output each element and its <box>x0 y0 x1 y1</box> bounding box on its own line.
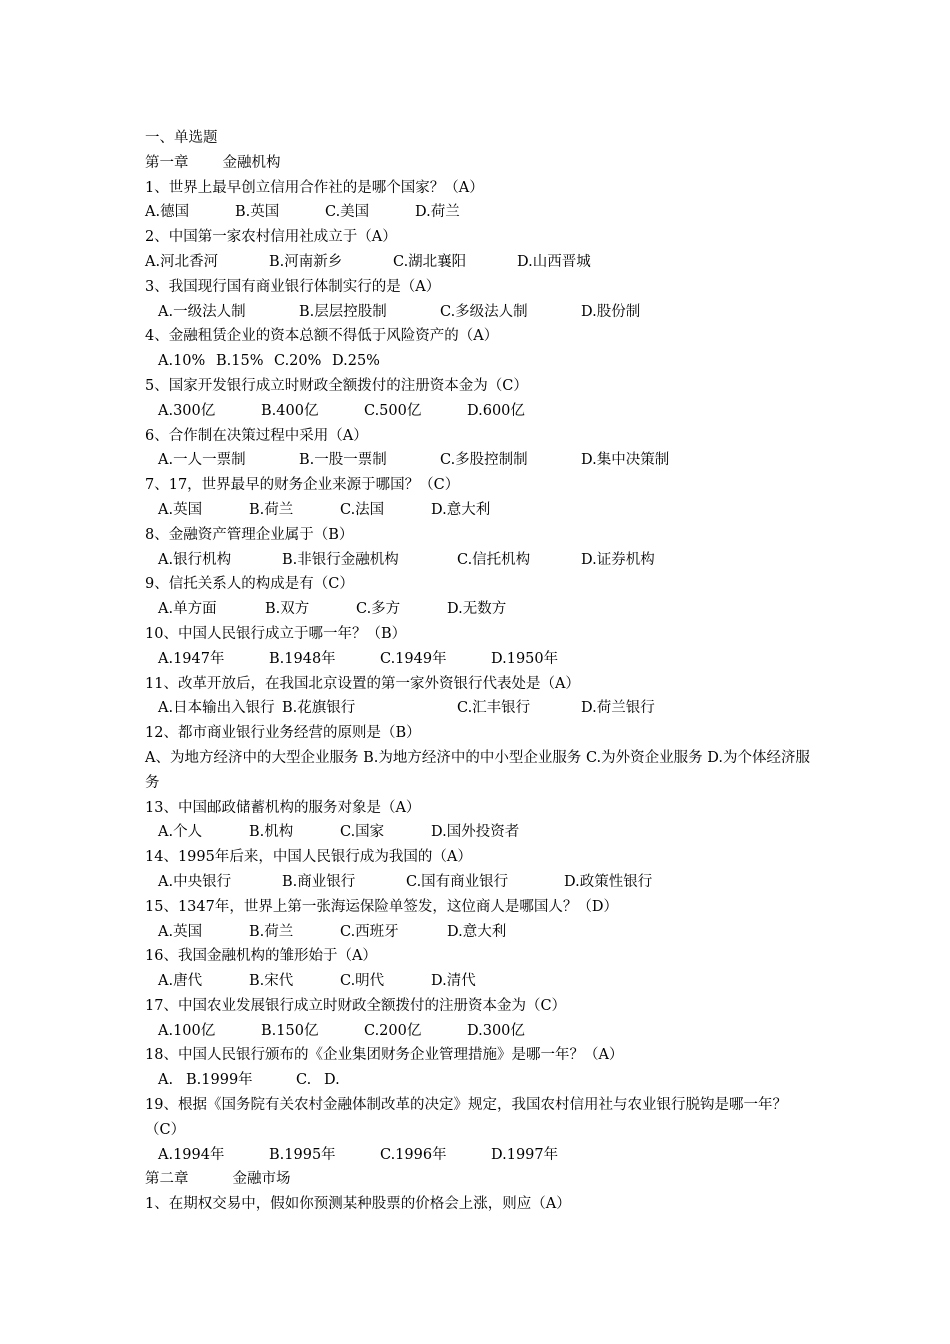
chapter-heading <box>145 151 810 176</box>
option: A.单方面 <box>158 601 217 618</box>
option: B.河南新乡 <box>269 253 343 270</box>
option: C.湖北襄阳 <box>393 253 467 270</box>
question-text: 1、在期权交易中，假如你预测某种股票的价格会上涨，则应（A） <box>145 1196 571 1213</box>
option: B.花旗银行 <box>282 700 356 717</box>
question-text: 16、我国金融机构的雏形始于（A） <box>145 948 377 965</box>
option: D.无数方 <box>447 601 507 618</box>
option: B.英国 <box>235 204 280 221</box>
option: B.400亿 <box>261 402 319 419</box>
question-options <box>145 647 810 672</box>
option: D.荷兰银行 <box>581 700 655 717</box>
question-text: 7、17，世界最早的财务企业来源于哪国？（C） <box>145 477 460 494</box>
question-text: 5、国家开发银行成立时财政全额拨付的注册资本金为（C） <box>145 377 528 394</box>
option: A.德国 <box>145 204 190 221</box>
option: C.国有商业银行 <box>406 873 509 890</box>
option: B.双方 <box>265 601 310 618</box>
option: D.600亿 <box>467 402 525 419</box>
option: B.一股一票制 <box>299 452 387 469</box>
option: B.1999年 <box>186 1072 253 1089</box>
option: C.多方 <box>356 601 401 618</box>
question-text: 18、中国人民银行颁布的《企业集团财务企业管理措施》是哪一年？（A） <box>145 1047 624 1064</box>
question-text: 9、信托关系人的构成是有（C） <box>145 576 354 593</box>
question-list <box>145 176 810 722</box>
option: A.一级法人制 <box>158 303 246 320</box>
option: D.荷兰 <box>415 204 460 221</box>
option: A.中央银行 <box>158 873 232 890</box>
option: B.宋代 <box>249 973 294 990</box>
section-title: 一、单选题 <box>145 130 218 146</box>
option: A.1994年 <box>158 1146 225 1163</box>
question-text: 6、合作制在决策过程中采用（A） <box>145 427 368 444</box>
question-options <box>145 820 810 845</box>
chapter-number: 第二章 <box>145 1171 189 1188</box>
option: D.1997年 <box>491 1146 559 1163</box>
question-text: 10、中国人民银行成立于哪一年？（B） <box>145 625 407 642</box>
option: C.200亿 <box>364 1022 422 1039</box>
question-text: 8、金融资产管理企业属于（B） <box>145 526 354 543</box>
question-options <box>145 300 810 325</box>
chapter-title: 金融机构 <box>222 154 281 171</box>
question-options <box>145 870 810 895</box>
document-body <box>145 126 810 1217</box>
option: D.25% <box>332 353 380 370</box>
option: A.一人一票制 <box>158 452 246 469</box>
question-text: 12、都市商业银行业务经营的原则是（B） <box>145 725 421 742</box>
question-options <box>145 597 810 622</box>
option: B.非银行金融机构 <box>282 551 399 568</box>
chapter-heading <box>145 1167 810 1192</box>
option: A.300亿 <box>158 402 216 419</box>
option: D.清代 <box>431 973 476 990</box>
option: B.150亿 <box>261 1022 319 1039</box>
option: C.1996年 <box>380 1146 447 1163</box>
option: B.15% <box>216 353 264 370</box>
question-options <box>145 399 810 424</box>
option: C.信托机构 <box>457 551 531 568</box>
option: A.日本输出入银行 <box>158 700 275 717</box>
option: D.证券机构 <box>581 551 655 568</box>
option: C.1949年 <box>380 650 447 667</box>
question-options <box>145 548 810 573</box>
question-text: 19、根据《国务院有关农村金融体制改革的决定》规定，我国农村信用社与农业银行脱钩是哪一年？（C） <box>145 1097 787 1138</box>
question-options <box>145 969 810 994</box>
option: C.国家 <box>340 824 385 841</box>
option: D.集中决策制 <box>581 452 670 469</box>
option: A.10% <box>158 353 206 370</box>
question-text: 17、中国农业发展银行成立时财政全额拨付的注册资本金为（C） <box>145 997 567 1014</box>
option: B.层层控股制 <box>299 303 387 320</box>
option: D.1950年 <box>491 650 559 667</box>
question-options <box>145 200 810 225</box>
question-text: 13、中国邮政储蓄机构的服务对象是（A） <box>145 799 421 816</box>
option: B.商业银行 <box>282 873 356 890</box>
question-options <box>145 1068 810 1093</box>
option: D.意大利 <box>431 501 491 518</box>
option: A.唐代 <box>158 973 203 990</box>
option: D.300亿 <box>467 1022 525 1039</box>
question-text: 14、1995年后来，中国人民银行成为我国的（A） <box>145 849 472 866</box>
option: B.1995年 <box>269 1146 336 1163</box>
option: C.西班牙 <box>340 923 399 940</box>
option: A.1947年 <box>158 650 225 667</box>
option: D.意大利 <box>447 923 507 940</box>
question-options <box>145 1019 810 1044</box>
option: C.500亿 <box>364 402 422 419</box>
option: C.多级法人制 <box>440 303 528 320</box>
chapter-title: 金融市场 <box>232 1171 291 1188</box>
option: A.河北香河 <box>145 253 219 270</box>
option: A.个人 <box>158 824 203 841</box>
option: C.多股控制制 <box>440 452 528 469</box>
option: C.汇丰银行 <box>457 700 531 717</box>
question-options <box>145 696 810 721</box>
option: A.英国 <box>158 923 203 940</box>
question-text: 4、金融租赁企业的资本总额不得低于风险资产的（A） <box>145 328 499 345</box>
option: C.美国 <box>325 204 370 221</box>
option: D. <box>324 1072 340 1089</box>
option: B.1948年 <box>269 650 336 667</box>
question-text: 15、1347年，世界上第一张海运保险单签发，这位商人是哪国人？（D） <box>145 898 618 915</box>
question-options <box>145 920 810 945</box>
option: B.荷兰 <box>249 501 294 518</box>
option: D.股份制 <box>581 303 641 320</box>
question-options <box>145 1143 810 1168</box>
question-options <box>145 349 810 374</box>
option: C.法国 <box>340 501 385 518</box>
option: C. <box>296 1072 312 1089</box>
question-options <box>145 250 810 275</box>
option: D.国外投资者 <box>431 824 520 841</box>
option: C.明代 <box>340 973 385 990</box>
option: D.政策性银行 <box>564 873 653 890</box>
chapter-number: 第一章 <box>145 154 189 171</box>
question-text: 3、我国现行国有商业银行体制实行的是（A） <box>145 278 441 295</box>
option: C.20% <box>274 353 322 370</box>
option: A.英国 <box>158 501 203 518</box>
option: D.山西晋城 <box>517 253 591 270</box>
question-text: 2、中国第一家农村信用社成立于（A） <box>145 229 397 246</box>
option: A.银行机构 <box>158 551 232 568</box>
question-options <box>145 448 810 473</box>
question-options <box>145 498 810 523</box>
question-text: 1、世界上最早创立信用合作社的是哪个国家？（A） <box>145 179 484 196</box>
option: B.机构 <box>249 824 294 841</box>
option: A. <box>158 1072 174 1089</box>
question-list <box>145 796 810 1094</box>
option: B.荷兰 <box>249 923 294 940</box>
option: A.100亿 <box>158 1022 216 1039</box>
question-text: 11、改革开放后，在我国北京设置的第一家外资银行代表处是（A） <box>145 675 580 692</box>
question-options-paragraph: A、为地方经济中的大型企业服务 B.为地方经济中的中小型企业服务 C.为外资企业服务 D.为个体经济服务 <box>145 749 810 791</box>
